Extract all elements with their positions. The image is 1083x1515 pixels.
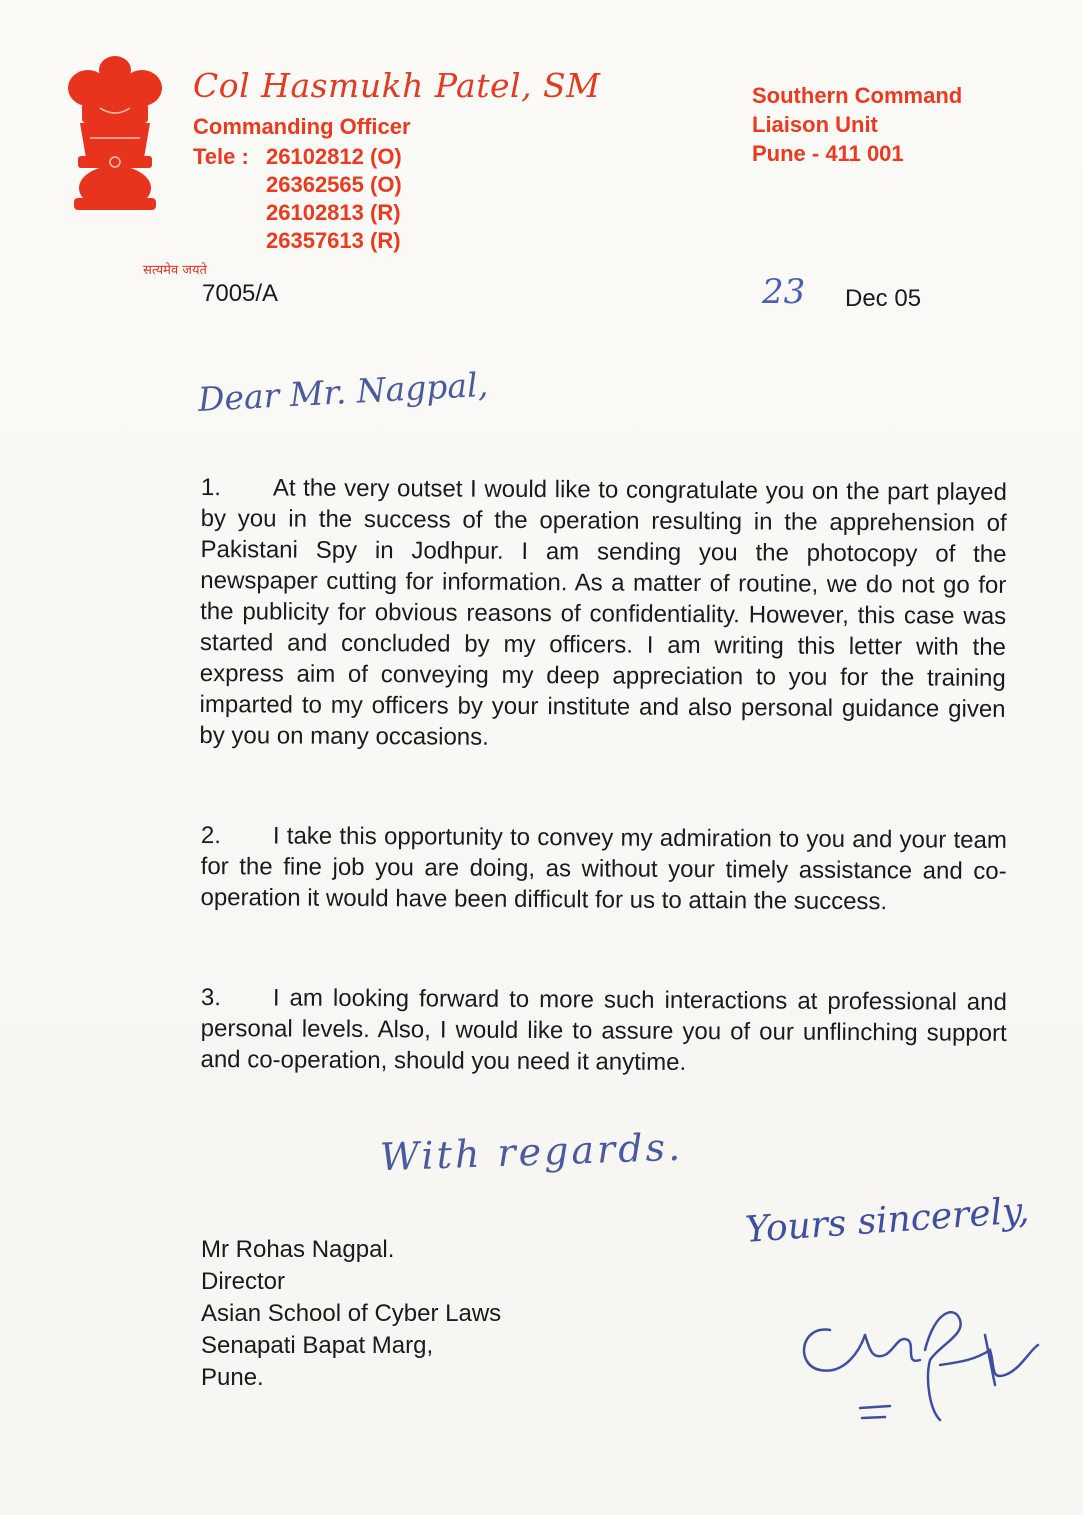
tele-label: Tele : xyxy=(193,144,249,169)
signature xyxy=(790,1290,1050,1440)
paragraph-number: 1. xyxy=(200,473,222,502)
paragraph xyxy=(199,472,1007,756)
addressee-line: Senapati Bapat Marg, xyxy=(201,1332,434,1359)
officer-name: Col Hasmukh Patel, SM xyxy=(193,66,601,105)
lion-capital-icon xyxy=(60,48,170,223)
national-emblem xyxy=(60,48,207,278)
paragraph xyxy=(200,982,1007,1080)
addressee-line: Mr Rohas Nagpal. xyxy=(201,1236,395,1263)
emblem-motto: सत्यमेव जयते xyxy=(143,263,207,278)
unit-line: Southern Command xyxy=(752,83,963,108)
paragraph-text: At the very outset I would like to congratulate you on the part played by you in the success of the operation resulting in the apprehension of Pakistani Spy in Jodhpur. I am sending you the photocopy of the newspaper cutting for information. As a matter of routine, we do not go for the publicity for obvious reasons of confidentiality. However, this case was started and concluded by my officers. I am writing this letter with the express aim of conveying my deep appreciation to you for the training imparted to my officers by your institute and also personal guidance given by you on many occasions. xyxy=(199,474,1007,751)
phone-number: 26102813 (R) xyxy=(266,200,401,225)
phone-number: 26362565 (O) xyxy=(266,172,402,197)
paragraph-number: 2. xyxy=(200,821,222,850)
paragraph-text: I take this opportunity to convey my admiration to you and your team for the fine job you are doing, as without your timely assistance and co-operation it would have been difficult for us to attain the success. xyxy=(200,822,1007,916)
date-day: 23 xyxy=(762,272,806,312)
phone-list xyxy=(266,143,402,255)
paragraph-number: 3. xyxy=(200,983,222,1012)
unit-line: Pune - 411 001 xyxy=(752,141,904,166)
reference-number: 7005/A xyxy=(202,280,279,307)
signoff-handwritten: Yours sincerely, xyxy=(743,1190,1031,1251)
phone-number: 26102812 (O) xyxy=(266,144,402,169)
salutation: Dear Mr. Nagpal, xyxy=(196,364,489,419)
paragraph xyxy=(200,820,1007,918)
addressee-line: Asian School of Cyber Laws xyxy=(201,1300,502,1327)
unit-line: Liaison Unit xyxy=(752,112,878,137)
addressee-line: Director xyxy=(201,1268,286,1295)
date-month-year: Dec 05 xyxy=(845,285,922,312)
addressee-block xyxy=(201,1234,501,1394)
designation: Commanding Officer xyxy=(193,114,411,139)
paragraph-text: I am looking forward to more such interactions at professional and personal levels. Also, I would like to assure you of our unflinching support and co-operation, should you need it anytime. xyxy=(200,984,1007,1076)
unit-address xyxy=(752,81,962,168)
addressee-line: Pune. xyxy=(201,1364,264,1391)
phone-number: 26357613 (R) xyxy=(266,228,401,253)
closing-handwritten: With regards. xyxy=(379,1124,684,1180)
